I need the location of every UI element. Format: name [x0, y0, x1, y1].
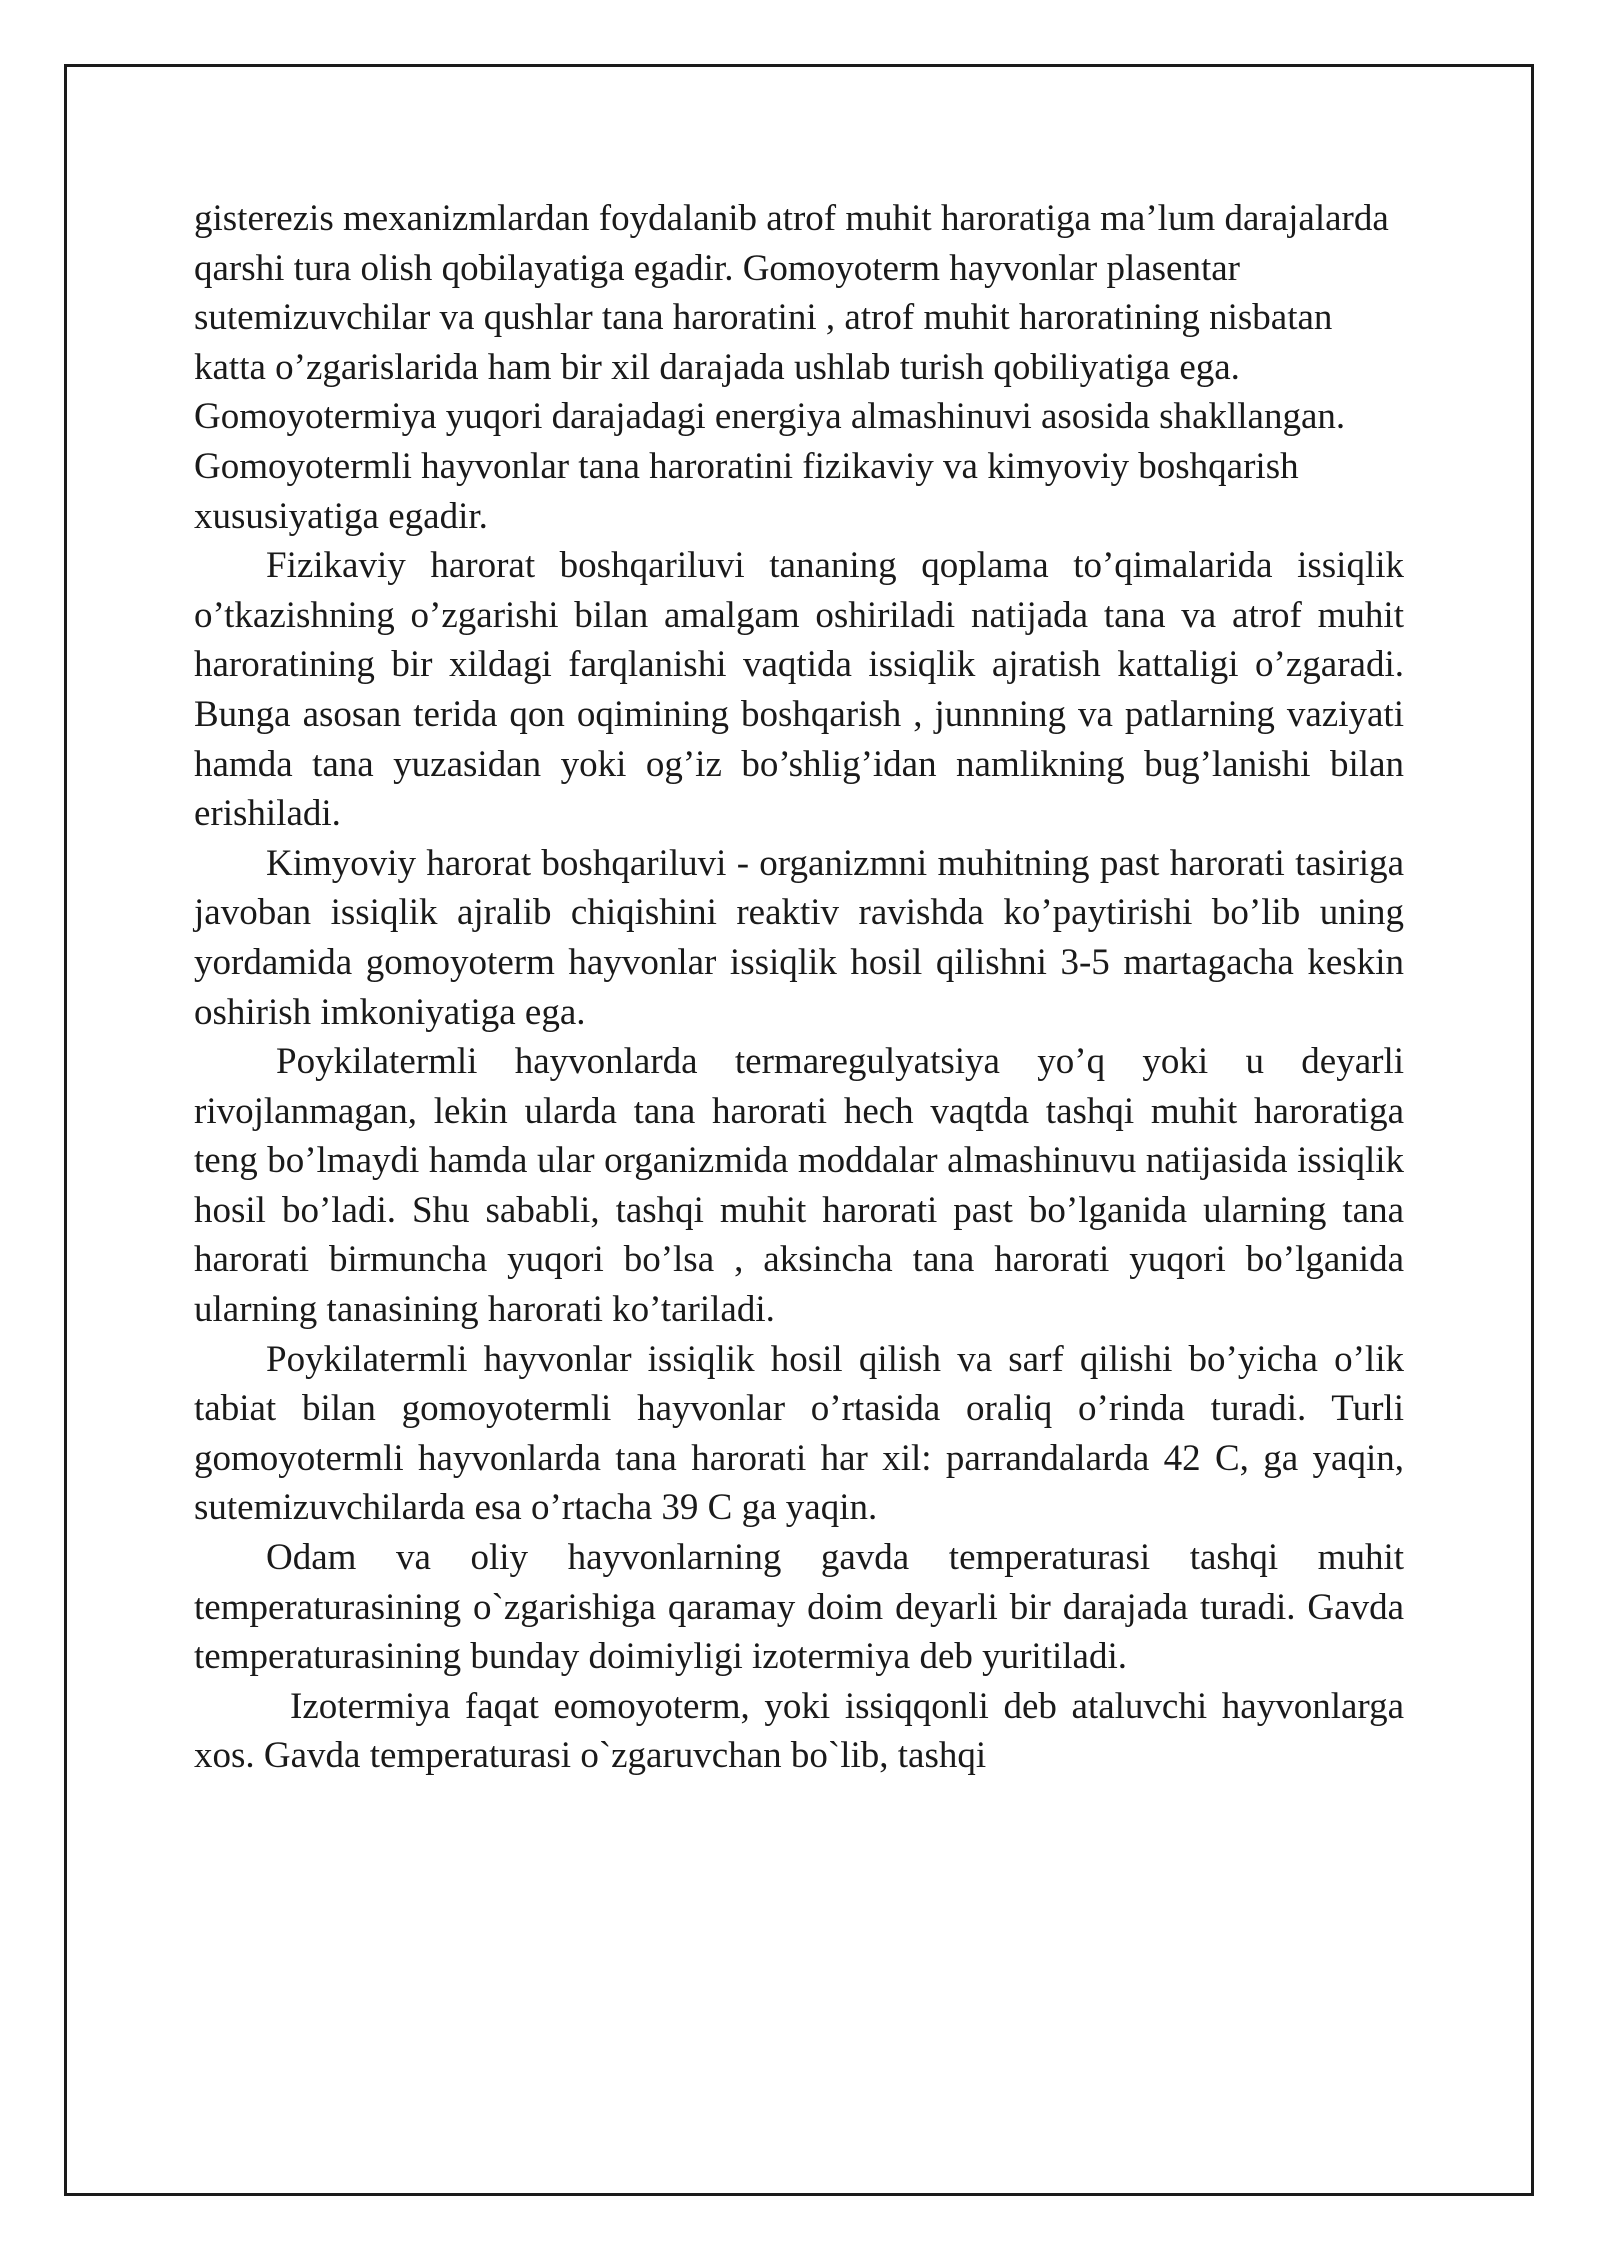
- paragraph-kimyoviy: Kimyoviy harorat boshqariluvi - organizmni muhitning past harorati tasiriga javoban issiqlik ajralib chiqishini reaktiv ravishda ko’paytirishi bo’lib uning yordamida gomoyoterm hayvonlar issiqlik hosil qilishni 3-5 martagacha keskin oshirish imkoniyatiga ega.: [194, 842, 1404, 1033]
- paragraph-fizikaviy: Fizikaviy harorat boshqariluvi tananing qoplama to’qimalarida issiqlik o’tkazishning o’zgarishi bilan amalgam oshiriladi natijada tana va atrof muhit haroratining bir xildagi farqlanishi vaqtida issiqlik ajratish kattaligi o’zgaradi. Bunga asosan terida qon oqimining boshqarish , junnning va patlarning vaziyati hamda tana yuzasidan yoki og’iz bo’shlig’idan namlikning bug’lanishi bilan erishiladi.: [194, 545, 1404, 835]
- paragraph-poykilatermli-2: Poykilatermli hayvonlar issiqlik hosil qilish va sarf qilishi bo’yicha o’lik tabiat bilan gomoyotermli hayvonlar o’rtasida oraliq o’rinda turadi. Turli gomoyotermli hayvonlarda tana harorati har xil: parrandalarda 42 C, ga yaqin, sutemizuvchilarda esa o’rtacha 39 C ga yaqin.: [194, 1338, 1404, 1529]
- document-body: [194, 194, 1404, 1781]
- paragraph-izotermiya: Izotermiya faqat eomoyoterm, yoki issiqqonli deb ataluvchi hayvonlarga xos. Gavda temperaturasi o`zgaruvchan bo`lib, tashqi: [194, 1685, 1404, 1777]
- paragraph-poykilatermli-1: Poykilatermli hayvonlarda termaregulyatsiya yo’q yoki u deyarli rivojlanmagan, lekin ularda tana harorati hech vaqtda tashqi muhit haroratiga teng bo’lmaydi hamda ular organizmida moddalar almashinuvu natijasida issiqlik hosil bo’ladi. Shu sababli, tashqi muhit harorati past bo’lganida ularning tana harorati birmuncha yuqori bo’lsa , aksincha tana harorati yuqori bo’lganida ularning tanasining harorati ko’tariladi.: [194, 1041, 1404, 1331]
- paragraph-odam: Odam va oliy hayvonlarning gavda temperaturasi tashqi muhit temperaturasining o`zgarishiga qaramay doim deyarli bir darajada turadi. Gavda temperaturasining bunday doimiyligi izotermiya deb yuritiladi.: [194, 1537, 1404, 1678]
- paragraph-gomoyoterm-intro: gisterezis mexanizmlardan foydalanib atrof muhit haroratiga ma’lum darajalarda qarshi tura olish qobilayatiga egadir. Gomoyoterm hayvonlar plasentar sutemizuvchilar va qushlar tana haroratini , atrof muhit haroratining nisbatan katta o’zgarislarida ham bir xil darajada ushlab turish qobiliyatiga ega. Gomoyotermiya yuqori darajadagi energiya almashinuvi asosida shakllangan. Gomoyotermli hayvonlar tana haroratini fizikaviy va kimyoviy boshqarish xususiyatiga egadir.: [194, 198, 1389, 537]
